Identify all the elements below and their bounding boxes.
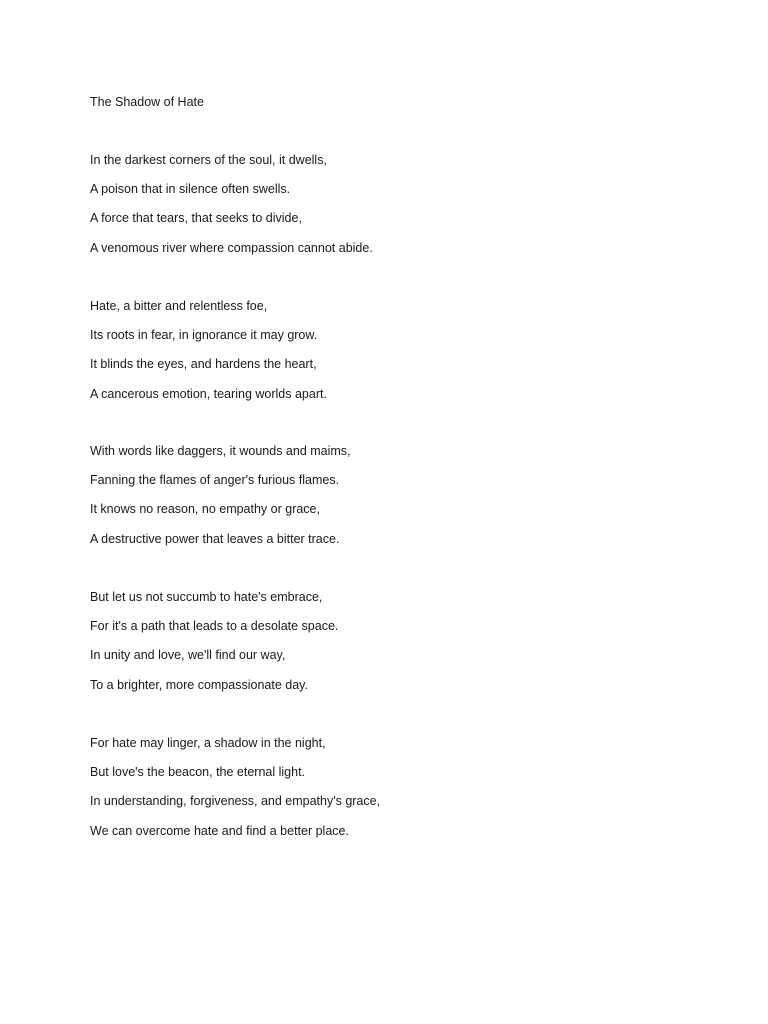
poem-line: But let us not succumb to hate's embrace, xyxy=(90,590,323,604)
poem-line: A venomous river where compassion cannot abide. xyxy=(90,240,373,255)
poem-line: We can overcome hate and find a better place. xyxy=(90,823,349,838)
poem-line: But love's the beacon, the eternal light. xyxy=(90,765,306,780)
stanza-2 xyxy=(90,297,327,414)
poem-line: Hate, a bitter and relentless foe, xyxy=(90,299,268,313)
poem-line: It blinds the eyes, and hardens the heart, xyxy=(90,357,317,372)
poem-line: Its roots in fear, in ignorance it may grow. xyxy=(90,328,318,343)
poem-line: In the darkest corners of the soul, it dwells, xyxy=(90,153,327,167)
poem-line: A destructive power that leaves a bitter trace. xyxy=(90,531,340,546)
poem-title: The Shadow of Hate xyxy=(90,95,204,109)
poem-line: With words like daggers, it wounds and maims, xyxy=(90,444,351,458)
poem-line: For it's a path that leads to a desolate space. xyxy=(90,619,339,634)
poem-line: To a brighter, more compassionate day. xyxy=(90,677,308,692)
stanza-5 xyxy=(90,734,380,851)
poem-line: In understanding, forgiveness, and empathy's grace, xyxy=(90,794,381,809)
poem-line: A cancerous emotion, tearing worlds apart. xyxy=(90,386,327,401)
stanza-4 xyxy=(90,588,338,705)
poem-line: A force that tears, that seeks to divide, xyxy=(90,211,302,226)
poem-line: A poison that in silence often swells. xyxy=(90,182,291,197)
stanza-3 xyxy=(90,442,351,559)
poem-line: Fanning the flames of anger's furious flames. xyxy=(90,473,340,488)
poem-line: In unity and love, we'll find our way, xyxy=(90,648,286,663)
poem-line: It knows no reason, no empathy or grace, xyxy=(90,502,320,517)
stanza-1 xyxy=(90,151,373,268)
poem-line: For hate may linger, a shadow in the night, xyxy=(90,736,326,750)
